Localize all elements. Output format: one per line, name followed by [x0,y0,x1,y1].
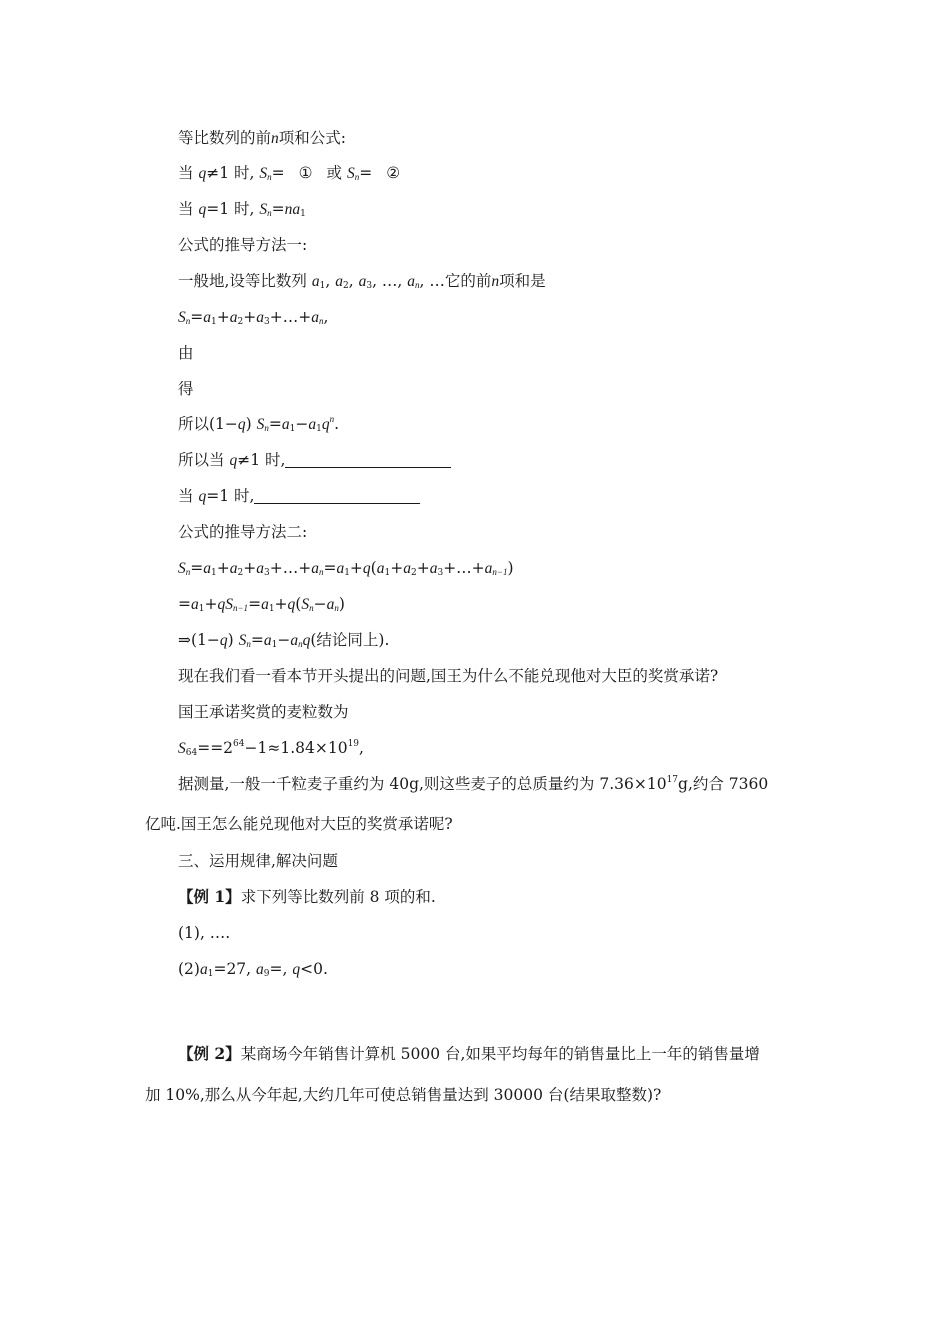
example-1-statement: 【例 1】求下列等比数列前 8 项的和. [178,887,436,906]
line-s64-value: $S_{64}==2^{64}-1\approx 1.84\times 10^{19}$, [178,739,364,758]
line-sum-definition: $S_n=a_1+a_2+a_3+\dots+a_n$, [178,308,329,327]
example-2-statement-cont: 加 10%,那么从今年起,大约几年可使总销售量达到 30000 台(结果取整数)? [145,1086,662,1104]
line-case-q-eq-1: 当 q=1 时, $S_n=na_1$ [178,200,306,219]
line-method-two-conclusion: ⇒(1−q) $S_n=a_1-a_nq$(结论同上). [178,631,390,650]
line-formula-heading: 等比数列的前n项和公式: [178,129,346,147]
example-1-part-2: $(2)a_1=27$, $a_9=$, q<0. [178,960,328,979]
line-general-sequence: 一般地,设等比数列 $a_1$, $a_2$, $a_3$, …, $a_n$, …它的前n项和是 [178,272,546,291]
line-measurement-cont: 亿吨.国王怎么能兑现他对大臣的奖赏承诺呢? [145,815,453,833]
section-heading-apply: 三、运用规律,解决问题 [178,852,338,870]
line-wheat-count-intro: 国王承诺奖赏的麦粒数为 [178,703,349,721]
line-measurement: 据测量,一般一千粒麦子重约为 40g,则这些麦子的总质量约为 $7.36\times 10^{17}g$,约合 7360 [178,775,769,793]
line-case-q-ne-1: 当 q≠1 时, $S_n=$ ① 或 $S_n=$ ② [178,164,401,182]
line-fill-q-eq-1: 当 q=1 时, [178,485,420,508]
answer-blank[interactable] [285,453,451,468]
line-de: 得 [178,380,194,398]
line-fill-q-ne-1: 所以当 q≠1 时, [178,449,451,472]
line-method-two-heading: 公式的推导方法二: [178,523,308,541]
line-therefore-1-q: 所以(1−q) $S_n=a_1-a_1q^n$. [178,414,340,434]
line-you: 由 [178,344,194,362]
line-method-two-step1: $S_n=a_1+a_2+a_3+\dots+a_n=a_1+q(a_1+a_2+a_3+\dots+a_{n-1})$ [178,559,514,578]
line-method-two-step2: $=a_1+qS_{n-1}=a_1+q(S_n-a_n)$ [178,595,345,614]
line-king-question: 现在我们看一看本节开头提出的问题,国王为什么不能兑现他对大臣的奖赏承诺? [178,667,719,685]
answer-blank[interactable] [254,489,420,504]
example-2-statement: 【例 2】某商场今年销售计算机 5000 台,如果平均每年的销售量比上一年的销售量增 [178,1044,760,1063]
example-1-part-1: (1), …. [178,924,231,942]
line-method-one-heading: 公式的推导方法一: [178,236,308,254]
